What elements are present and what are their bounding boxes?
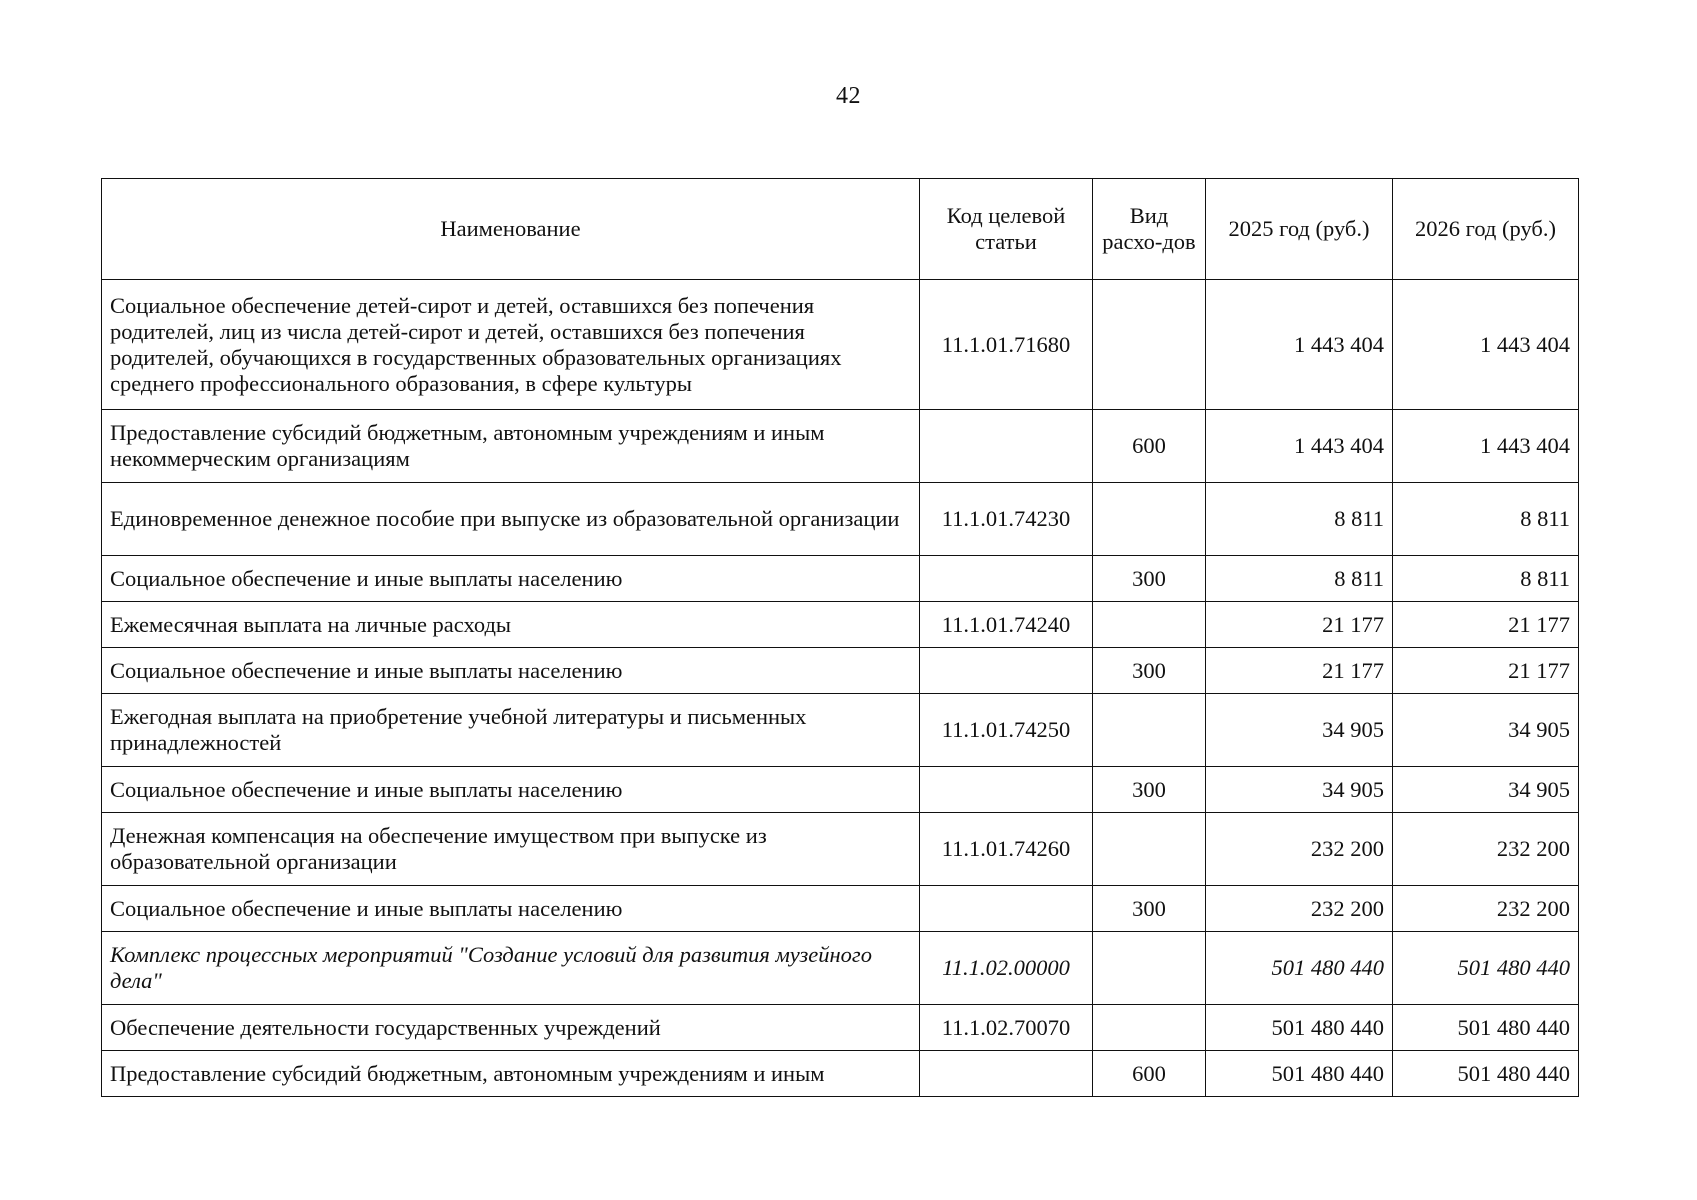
table-row	[102, 410, 1579, 483]
row-code: 11.1.02.70070	[920, 1005, 1093, 1051]
row-amount-2026: 8 811	[1393, 556, 1579, 602]
table-row	[102, 1051, 1579, 1097]
header-kind: Вид расхо-дов	[1093, 179, 1206, 280]
row-kind	[1093, 602, 1206, 648]
row-amount-2026: 21 177	[1393, 602, 1579, 648]
row-amount-2026: 232 200	[1393, 813, 1579, 886]
row-kind	[1093, 1005, 1206, 1051]
row-amount-2025: 232 200	[1206, 813, 1393, 886]
table-row	[102, 694, 1579, 767]
row-code: 11.1.01.74250	[920, 694, 1093, 767]
row-amount-2026: 501 480 440	[1393, 932, 1579, 1005]
row-name: Социальное обеспечение и иные выплаты населению	[102, 767, 920, 813]
row-code	[920, 410, 1093, 483]
row-name: Предоставление субсидий бюджетным, автономным учреждениям и иным некоммерческим организациям	[102, 410, 920, 483]
row-amount-2026: 501 480 440	[1393, 1005, 1579, 1051]
row-kind: 300	[1093, 767, 1206, 813]
row-code: 11.1.01.74230	[920, 483, 1093, 556]
row-code: 11.1.02.00000	[920, 932, 1093, 1005]
row-name: Денежная компенсация на обеспечение имуществом при выпуске из образовательной организации	[102, 813, 920, 886]
row-amount-2026: 232 200	[1393, 886, 1579, 932]
row-amount-2025: 8 811	[1206, 483, 1393, 556]
row-amount-2026: 1 443 404	[1393, 280, 1579, 410]
row-kind	[1093, 932, 1206, 1005]
row-amount-2026: 34 905	[1393, 694, 1579, 767]
row-amount-2026: 8 811	[1393, 483, 1579, 556]
row-amount-2025: 1 443 404	[1206, 410, 1393, 483]
table-row	[102, 280, 1579, 410]
row-amount-2026: 21 177	[1393, 648, 1579, 694]
table-row-program	[102, 932, 1579, 1005]
table-header-row	[102, 179, 1579, 280]
header-2025: 2025 год (руб.)	[1206, 179, 1393, 280]
header-2026: 2026 год (руб.)	[1393, 179, 1579, 280]
row-kind: 300	[1093, 648, 1206, 694]
row-name: Социальное обеспечение детей-сирот и детей, оставшихся без попечения родителей, лиц из числа детей-сирот и детей, оставшихся без попечения родителей, обучающихся в государственных образовательных организациях среднего профессионального образования, в сфере культуры	[102, 280, 920, 410]
header-code: Код целевой статьи	[920, 179, 1093, 280]
row-kind	[1093, 694, 1206, 767]
row-kind	[1093, 813, 1206, 886]
row-code	[920, 556, 1093, 602]
row-kind	[1093, 280, 1206, 410]
row-amount-2025: 34 905	[1206, 767, 1393, 813]
row-kind: 300	[1093, 886, 1206, 932]
budget-table	[101, 178, 1579, 1097]
row-amount-2025: 501 480 440	[1206, 1051, 1393, 1097]
row-amount-2025: 21 177	[1206, 648, 1393, 694]
page-number: 42	[836, 83, 861, 109]
row-name: Социальное обеспечение и иные выплаты населению	[102, 556, 920, 602]
row-amount-2026: 1 443 404	[1393, 410, 1579, 483]
row-kind: 300	[1093, 556, 1206, 602]
row-amount-2026: 501 480 440	[1393, 1051, 1579, 1097]
row-code	[920, 767, 1093, 813]
table-row	[102, 767, 1579, 813]
row-kind: 600	[1093, 410, 1206, 483]
table-row	[102, 483, 1579, 556]
row-code	[920, 1051, 1093, 1097]
row-amount-2025: 501 480 440	[1206, 932, 1393, 1005]
table-row	[102, 813, 1579, 886]
table-row	[102, 648, 1579, 694]
row-code	[920, 886, 1093, 932]
row-name: Ежемесячная выплата на личные расходы	[102, 602, 920, 648]
table-row	[102, 556, 1579, 602]
row-code: 11.1.01.74260	[920, 813, 1093, 886]
row-name: Ежегодная выплата на приобретение учебной литературы и письменных принадлежностей	[102, 694, 920, 767]
row-name: Единовременное денежное пособие при выпуске из образовательной организации	[102, 483, 920, 556]
table-row	[102, 886, 1579, 932]
row-amount-2025: 1 443 404	[1206, 280, 1393, 410]
row-name: Предоставление субсидий бюджетным, автономным учреждениям и иным	[102, 1051, 920, 1097]
row-amount-2025: 501 480 440	[1206, 1005, 1393, 1051]
row-kind	[1093, 483, 1206, 556]
row-name: Комплекс процессных мероприятий "Создание условий для развития музейного дела"	[102, 932, 920, 1005]
row-amount-2025: 21 177	[1206, 602, 1393, 648]
row-name: Обеспечение деятельности государственных учреждений	[102, 1005, 920, 1051]
row-code	[920, 648, 1093, 694]
row-amount-2025: 8 811	[1206, 556, 1393, 602]
table-row	[102, 602, 1579, 648]
row-name: Социальное обеспечение и иные выплаты населению	[102, 886, 920, 932]
row-kind: 600	[1093, 1051, 1206, 1097]
header-name: Наименование	[102, 179, 920, 280]
row-amount-2025: 34 905	[1206, 694, 1393, 767]
row-name: Социальное обеспечение и иные выплаты населению	[102, 648, 920, 694]
row-amount-2026: 34 905	[1393, 767, 1579, 813]
row-code: 11.1.01.74240	[920, 602, 1093, 648]
row-code: 11.1.01.71680	[920, 280, 1093, 410]
table-row	[102, 1005, 1579, 1051]
row-amount-2025: 232 200	[1206, 886, 1393, 932]
